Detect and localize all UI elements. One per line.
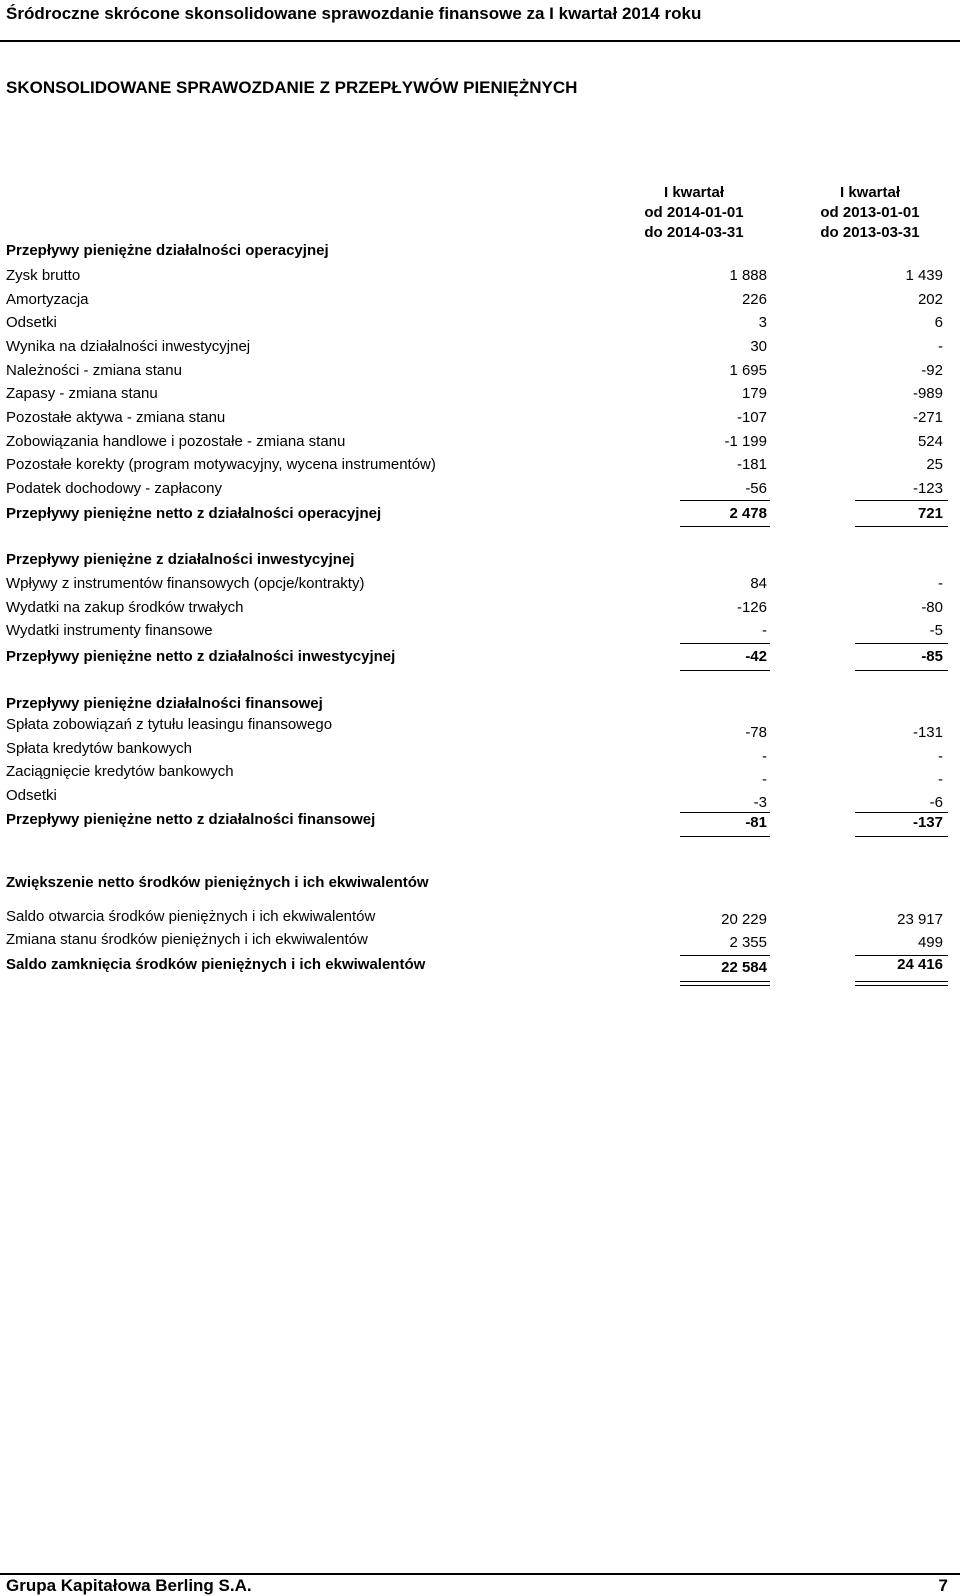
total-rule	[680, 836, 770, 837]
row-value-2014: 84	[750, 575, 767, 592]
page-number: 7	[938, 1576, 948, 1595]
row-value-2014: -107	[736, 409, 767, 426]
total-row-financing	[0, 811, 960, 836]
row-value-2013: -	[938, 748, 943, 765]
table-row	[0, 338, 960, 360]
row-value-2014: -181	[736, 456, 767, 473]
row-value-2013: 524	[917, 433, 943, 450]
row-value-2014: -3	[753, 794, 767, 811]
row-label: Amortyzacja	[6, 291, 89, 308]
subtotal-rule	[680, 500, 770, 501]
table-row	[0, 267, 960, 289]
row-value-2014: -	[762, 771, 767, 788]
row-label: Saldo otwarcia środków pieniężnych i ich ekwiwalentów	[6, 908, 376, 925]
row-label: Odsetki	[6, 787, 57, 804]
table-row	[0, 622, 960, 644]
table-row	[0, 787, 960, 812]
row-label: Zysk brutto	[6, 267, 81, 284]
row-value-2013: 25	[926, 456, 943, 473]
table-row	[0, 291, 960, 313]
subtotal-rule	[855, 500, 948, 501]
table-row	[0, 314, 960, 336]
header-rule	[0, 40, 960, 42]
row-value-2013: -137	[912, 814, 943, 831]
total-row-closing-balance	[0, 956, 960, 981]
row-value-2014: 30	[750, 338, 767, 355]
table-row	[0, 362, 960, 384]
row-value-2013: -	[938, 575, 943, 592]
row-value-2014: -56	[745, 480, 767, 497]
row-label: Zmiana stanu środków pieniężnych i ich ekwiwalentów	[6, 931, 368, 948]
row-value-2014: 20 229	[721, 911, 767, 928]
section-heading-investing: Przepływy pieniężne z działalności inwestycyjnej	[6, 551, 355, 568]
row-value-2014: 1 888	[729, 267, 767, 284]
double-underline	[855, 981, 948, 986]
row-value-2014: 1 695	[729, 362, 767, 379]
column-header-from: od 2013-01-01	[820, 204, 920, 221]
row-value-2014: -78	[745, 724, 767, 741]
row-value-2013: 499	[917, 934, 943, 951]
row-value-2014: 3	[758, 314, 767, 331]
row-value-2013: 6	[934, 314, 943, 331]
footer-company: Grupa Kapitałowa Berling S.A.	[6, 1576, 252, 1595]
row-label: Odsetki	[6, 314, 57, 331]
row-value-2014: 226	[741, 291, 767, 308]
row-label: Wpływy z instrumentów finansowych (opcje/kontrakty)	[6, 575, 365, 592]
row-value-2014: 179	[741, 385, 767, 402]
section-heading-net-change: Zwiększenie netto środków pieniężnych i ich ekwiwalentów	[6, 874, 429, 891]
table-row	[0, 716, 960, 741]
row-value-2013: -989	[912, 385, 943, 402]
row-value-2014: 2 355	[729, 934, 767, 951]
row-label: Wydatki instrumenty finansowe	[6, 622, 213, 639]
subtotal-rule	[855, 643, 948, 644]
total-row-operating	[0, 505, 960, 527]
row-label: Pozostałe aktywa - zmiana stanu	[6, 409, 226, 426]
table-row	[0, 740, 960, 765]
row-value-2013: -85	[921, 648, 943, 665]
row-value-2013: -123	[912, 480, 943, 497]
section-heading-operating: Przepływy pieniężne działalności operacyjnej	[6, 242, 329, 259]
row-label: Zapasy - zmiana stanu	[6, 385, 158, 402]
total-rule	[855, 670, 948, 671]
row-value-2013: -6	[929, 794, 943, 811]
column-header-period: I kwartał	[663, 184, 725, 201]
page-header-title: Śródroczne skrócone skonsolidowane sprawozdanie finansowe za I kwartał 2014 roku	[6, 4, 702, 23]
total-row-investing	[0, 648, 960, 670]
section-heading-financing: Przepływy pieniężne działalności finansowej	[6, 695, 323, 712]
row-label: Pozostałe korekty (program motywacyjny, wycena instrumentów)	[6, 456, 436, 473]
table-row	[0, 480, 960, 502]
table-row	[0, 456, 960, 478]
row-label: Wynika na działalności inwestycyjnej	[6, 338, 251, 355]
column-header-to: do 2014-03-31	[644, 224, 744, 241]
row-value-2013: -131	[912, 724, 943, 741]
row-value-2014: -126	[736, 599, 767, 616]
table-row	[0, 908, 960, 933]
table-row	[0, 575, 960, 597]
subtotal-rule	[680, 955, 770, 956]
table-row	[0, 763, 960, 788]
row-value-2014: -81	[745, 814, 767, 831]
row-value-2013: 1 439	[905, 267, 943, 284]
subtotal-rule	[680, 643, 770, 644]
total-rule	[855, 836, 948, 837]
row-value-2013: 202	[917, 291, 943, 308]
row-value-2013: 721	[917, 505, 943, 522]
row-value-2013: 23 917	[897, 911, 943, 928]
column-header-current	[594, 183, 794, 243]
statement-title: SKONSOLIDOWANE SPRAWOZDANIE Z PRZEPŁYWÓW PIENIĘŻNYCH	[6, 78, 578, 97]
column-header-to: do 2013-03-31	[820, 224, 920, 241]
row-label: Zaciągnięcie kredytów bankowych	[6, 763, 234, 780]
row-value-2014: -	[762, 622, 767, 639]
total-rule	[680, 670, 770, 671]
row-label: Saldo zamknięcia środków pieniężnych i ich ekwiwalentów	[6, 956, 426, 973]
row-label: Przepływy pieniężne netto z działalności operacyjnej	[6, 505, 382, 522]
row-value-2013: -	[938, 771, 943, 788]
footer-rule	[0, 1573, 960, 1575]
row-label: Spłata kredytów bankowych	[6, 740, 192, 757]
column-header-from: od 2014-01-01	[644, 204, 744, 221]
column-header-period: I kwartał	[839, 184, 901, 201]
row-value-2014: -1 199	[724, 433, 767, 450]
row-value-2014: -	[762, 748, 767, 765]
subtotal-rule	[855, 812, 948, 813]
row-label: Spłata zobowiązań z tytułu leasingu finansowego	[6, 716, 333, 733]
row-value-2014: 22 584	[721, 959, 767, 976]
column-header-previous	[770, 183, 960, 243]
table-row	[0, 433, 960, 455]
row-label: Przepływy pieniężne netto z działalności inwestycyjnej	[6, 648, 396, 665]
row-label: Zobowiązania handlowe i pozostałe - zmiana stanu	[6, 433, 346, 450]
row-value-2014: 2 478	[729, 505, 767, 522]
table-row	[0, 599, 960, 621]
row-label: Wydatki na zakup środków trwałych	[6, 599, 244, 616]
row-label: Przepływy pieniężne netto z działalności finansowej	[6, 811, 376, 828]
row-value-2013: -92	[921, 362, 943, 379]
table-row	[0, 931, 960, 956]
total-rule	[680, 526, 770, 527]
table-row	[0, 385, 960, 407]
row-label: Podatek dochodowy - zapłacony	[6, 480, 222, 497]
total-rule	[855, 526, 948, 527]
row-value-2013: -	[938, 338, 943, 355]
row-value-2013: -271	[912, 409, 943, 426]
subtotal-rule	[680, 812, 770, 813]
row-value-2014: -42	[745, 648, 767, 665]
table-row	[0, 409, 960, 431]
row-value-2013: -80	[921, 599, 943, 616]
double-underline	[680, 981, 770, 986]
row-value-2013: 24 416	[897, 956, 943, 973]
row-label: Należności - zmiana stanu	[6, 362, 182, 379]
row-value-2013: -5	[929, 622, 943, 639]
